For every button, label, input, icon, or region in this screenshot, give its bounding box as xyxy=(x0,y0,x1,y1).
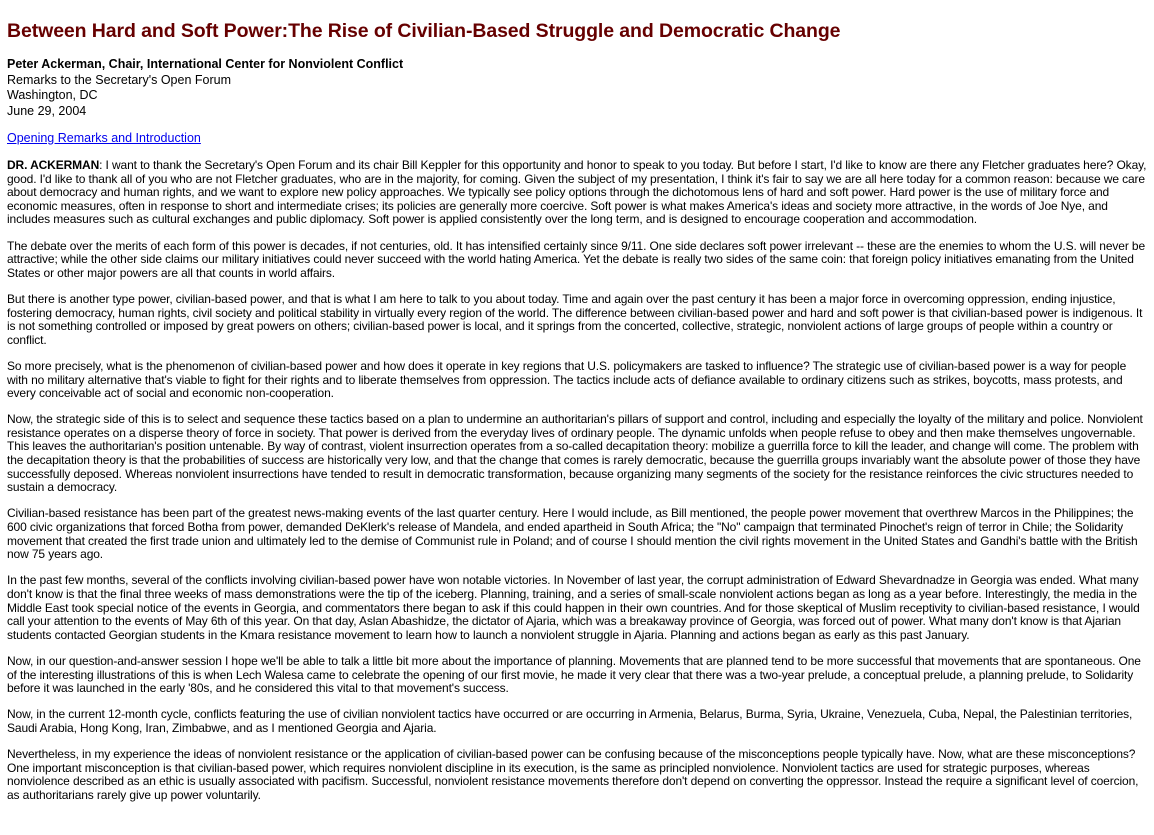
paragraph-6: Civilian-based resistance has been part of the greatest news-making events of the last quarter century. Here I would include, as Bill mentioned, the people power movement that overthrew Marcos in the Philippines; the 600 civic organizations that forced Botha from power, demanded DeKlerk's release of Mandela, and ended apartheid in South Africa; the "No" campaign that terminated Pinochet's reign of terror in Chile; the Solidarity movement that created the first trade union and ultimately led to the demise of Communist rule in Poland; and of course I should mention the civil rights movement in the United States and Gandhi's battle with the British now 75 years ago. xyxy=(7,506,1138,562)
author-line: Peter Ackerman, Chair, International Center for Nonviolent Conflict xyxy=(7,57,404,71)
speaker-name: DR. ACKERMAN xyxy=(7,158,100,172)
byline xyxy=(7,57,403,119)
opening-remarks-link[interactable]: Opening Remarks and Introduction xyxy=(7,131,201,145)
paragraph-text: : I want to thank the Secretary's Open Forum and its chair Bill Keppler for this opportunity and honor to speak to you today. But before I start, I'd like to know are there any Fletcher graduates here? Okay, good. I'd like to thank all of you who are not Fletcher graduates, who are in the majority, for coming. Given the subject of my presentation, I think it's fair to say we are all here today for a common reason: because we care about democracy and human rights, and we want to explore new policy approaches. We typically see policy options through the dichotomous lens of hard and soft power. Hard power is the use of military force and economic measures, often in response to short and intermediate crises; its policies are generally more coercive. Soft power is what makes America's ideas and society more attractive, in the words of Joe Nye, and includes measures such as cultural exchanges and public diplomacy. Soft power is applied consistently over the long term, and is designed to encourage cooperation and accommodation. xyxy=(7,158,1147,227)
paragraph-10: Nevertheless, in my experience the ideas of nonviolent resistance or the application of civilian-based power can be confusing because of the misconceptions people typically have. Now, what are these misconceptions? One important misconception is that civilian-based power, which requires nonviolent discipline in its execution, is the same as principled nonviolence. Nonviolent tactics are used for strategic purposes, whereas nonviolence described as an ethic is usually associated with pacifism. Successful, nonviolent resistance movements therefore don't depend on converting the oppressor. Instead the require a significant level of coercion, as authoritarians rarely give up power voluntarily. xyxy=(7,747,1139,802)
location-line: Washington, DC xyxy=(7,88,98,102)
event-line: Remarks to the Secretary's Open Forum xyxy=(7,72,231,87)
speech-body xyxy=(7,159,1149,815)
paragraph-3: But there is another type power, civilian-based power, and that is what I am here to talk to you about today. Time and again over the past century it has been a major force in overcoming oppression, ending injustice, fostering democracy, human rights, civil society and political stability in virtually every region of the world. The difference between civilian-based power and hard and soft power is that civilian-based power is indigenous. It is not something controlled or imposed by great powers on others; civilian-based power is local, and it springs from the concerted, collective, strategic, nonviolent actions of large groups of people within a country or conflict. xyxy=(7,291,1143,347)
date-line: June 29, 2004 xyxy=(7,103,87,118)
page-title: Between Hard and Soft Power:The Rise of Civilian-Based Struggle and Democratic Change xyxy=(7,20,841,42)
paragraph-9: Now, in the current 12-month cycle, conflicts featuring the use of civilian nonviolent tactics have occurred or are occurring in Armenia, Belarus, Burma, Syria, Ukraine, Venezuela, Cuba, Nepal, the Palestinian territories, Saudi Arabia, Hong Kong, Iran, Zimbabwe, and as I mentioned Georgia and Ajaria. xyxy=(7,707,1133,735)
paragraph-7: In the past few months, several of the conflicts involving civilian-based power have won notable victories. In November of last year, the corrupt administration of Edward Shevardnadze in Georgia was ended. What many don't know is that the final three weeks of mass demonstrations were the tip of the iceberg. Planning, training, and a series of small-scale nonviolent actions began as long as a year before. Interestingly, the media in the Middle East took special notice of the events in Georgia, and commentators there began to ask if this could happen in their own countries. And for those skeptical of Muslim receptivity to civilian-based resistance, I would call your attention to the events of May 6th of this year. On that day, Aslan Abashidze, the dictator of Ajaria, which was a breakaway province of Georgia, was forced out of power. What many don't know is that Ajarian students contacted Georgian students in the Kmara resistance movement to learn how to launch a nonviolent struggle in Ajaria. Planning and actions began as early as this past January. xyxy=(7,573,1140,642)
paragraph-4: So more precisely, what is the phenomenon of civilian-based power and how does it operate in key regions that U.S. policymakers are tasked to influence? The strategic use of civilian-based power is a way for people with no military alternative that's viable to fight for their rights and to liberate themselves from oppression. The tactics include acts of defiance available to ordinary citizens such as strikes, boycotts, mass protests, and every conceivable act of social and economic non-cooperation. xyxy=(7,358,1127,401)
paragraph-8: Now, in our question-and-answer session I hope we'll be able to talk a little bit more about the importance of planning. Movements that are planned tend to be more successful that movements that are spontaneous. One of the interesting illustrations of this is when Lech Walesa came to celebrate the opening of our first movie, he made it very clear that there was a two-year prelude, a conceptual prelude, a planning prelude, to Solidarity before it was launched in the early '80s, and he considered this vital to that movement's success. xyxy=(7,653,1141,696)
paragraph-1 xyxy=(7,159,1149,227)
paragraph-2: The debate over the merits of each form of this power is decades, if not centuries, old. It has intensified certainly since 9/11. One side declares soft power irrelevant -- these are the enemies to whom the U.S. will never be attractive; while the other side claims our military initiatives could never succeed with the world hating America. Yet the debate is really two sides of the same coin: that foreign policy initiatives emanating from the United States or other major powers are all that counts in world affairs. xyxy=(7,238,1146,280)
paragraph-5: Now, the strategic side of this is to select and sequence these tactics based on a plan to undermine an authoritarian's pillars of support and control, including and especially the loyalty of the military and police. Nonviolent resistance operates on a disperse theory of force in society. That power is derived from the everyday lives of ordinary people. The dynamic unfolds when people refuse to obey and then make themselves ungovernable. This leaves the authoritarian's position untenable. By way of contrast, violent insurrection operates from a so-called decapitation theory: mobilize a guerrilla force to kill the leader, and change will come. The problem with the decapitation theory is that the probabilities of success are historically very low, and that the change that comes is rarely democratic, because the guerrilla groups invariably want the absolute power of those they have successfully deposed. Whereas nonviolent insurrections have tended to result in democratic transformation, because organizing many segments of the society for the resistance reinforces the civic structures needed to sustain a democracy. xyxy=(7,412,1143,495)
